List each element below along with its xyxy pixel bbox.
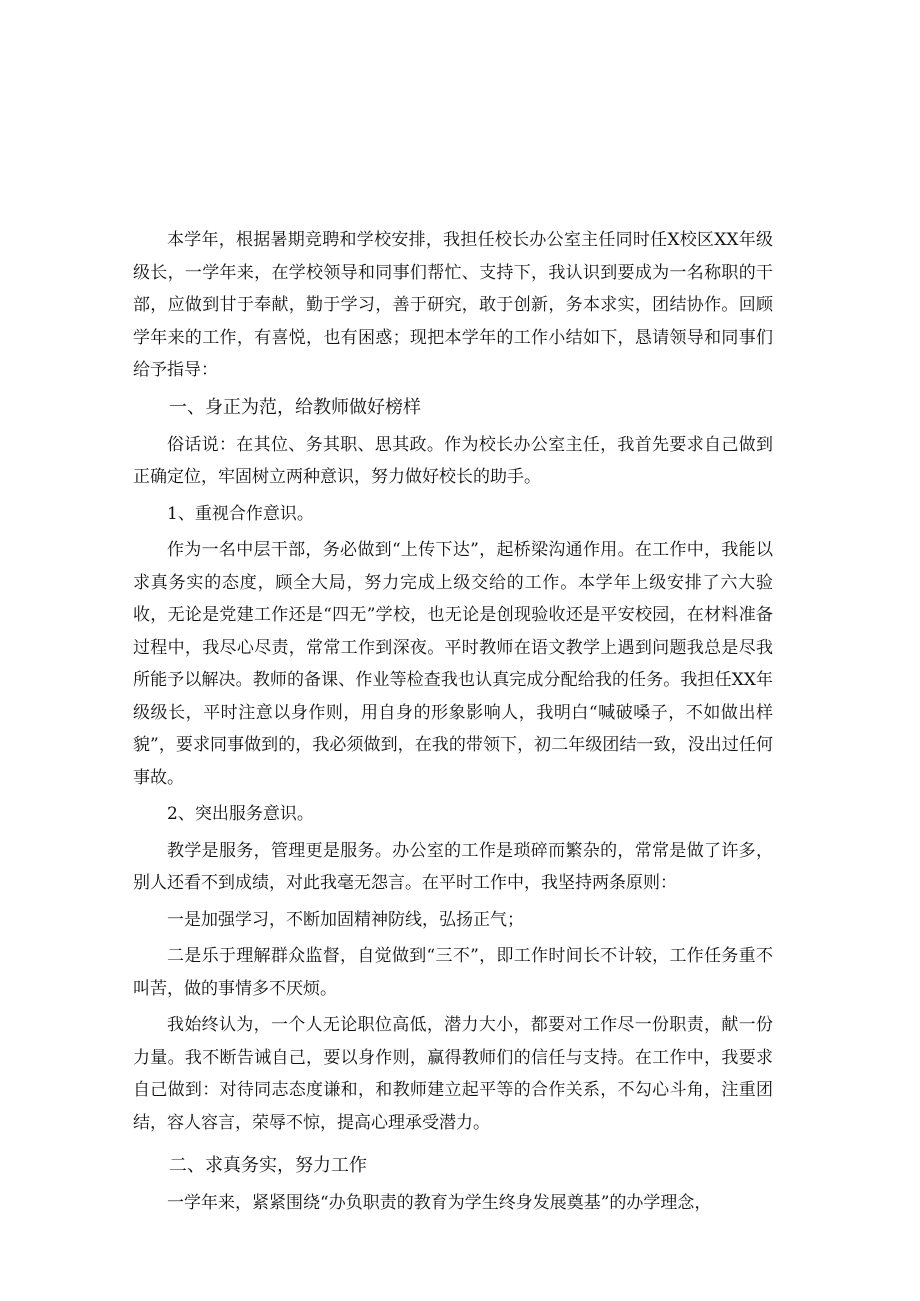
principle-item-1: 一是加强学习，不断加固精神防线，弘扬正气； xyxy=(167,909,524,930)
body-paragraph: 俗话说：在其位、务其职、思其政。作为校长办公室主任，我首先要求自己做到正确定位，牢固树立两种意识，努力做好校长的助手。 xyxy=(133,434,773,487)
subheading-2: 2、突出服务意识。 xyxy=(167,804,314,824)
body-paragraph: 一学年来，紧紧围绕“办负职责的教育为学生终身发展奠基”的办学理念， xyxy=(167,1193,712,1213)
section-heading-2: 二、求真务实，努力工作 xyxy=(169,1155,367,1176)
section-heading-1: 一、身正为范，给教师做好榜样 xyxy=(169,396,421,418)
intro-paragraph: 本学年，根据暑期竞聘和学校安排，我担任校长办公室主任同时任X校区XX年级级长，一学年来，在学校领导和同事们帮忙、支持下，我认识到要成为一名称职的干部，应做到甘于奉献，勤于学习，善于研究，敢于创新，务本求实，团结协作。回顾学年来的工作，有喜悦，也有困惑；现把本学年的工作小结如下，恳请领导和同事们给予指导： xyxy=(133,230,773,380)
document-body xyxy=(133,224,773,1224)
principle-item-2: 二是乐于理解群众监督，自觉做到“三不”，即工作时间长不计较，工作任务重不叫苦，做的事情多不厌烦。 xyxy=(133,946,773,999)
body-paragraph: 我始终认为，一个人无论职位高低，潜力大小，都要对工作尽一份职责，献一份力量。我不断告诫自己，要以身作则，赢得教师们的信任与支持。在工作中，我要求自己做到：对待同志态度谦和，和教师建立起平等的合作关系，不勾心斗角，注重团结，容人容言，荣辱不惊，提高心理承受潜力。 xyxy=(133,1015,773,1133)
body-paragraph: 教学是服务，管理更是服务。办公室的工作是琐碎而繁杂的，常常是做了许多，别人还看不到成绩，对此我毫无怨言。在平时工作中，我坚持两条原则： xyxy=(133,840,773,893)
subheading-1: 1、重视合作意识。 xyxy=(167,503,314,524)
body-paragraph: 作为一名中层干部，务必做到“上传下达”，起桥梁沟通作用。在工作中，我能以求真务实的态度，顾全大局，努力完成上级交给的工作。本学年上级安排了六大验收，无论是党建工作还是“四无”学校，也无论是创现验收还是平安校园，在材料准备过程中，我尽心尽责，常常工作到深夜。平时教师在语文教学上遇到问题我总是尽我所能予以解决。教师的备课、作业等检查我也认真完成分配给我的任务。我担任XX年级级长，平时注意以身作则，用自身的形象影响人，我明白“喊破嗓子，不如做出样貌”，要求同事做到的，我必须做到，在我的带领下，初二年级团结一致，没出过任何事故。 xyxy=(133,540,773,788)
